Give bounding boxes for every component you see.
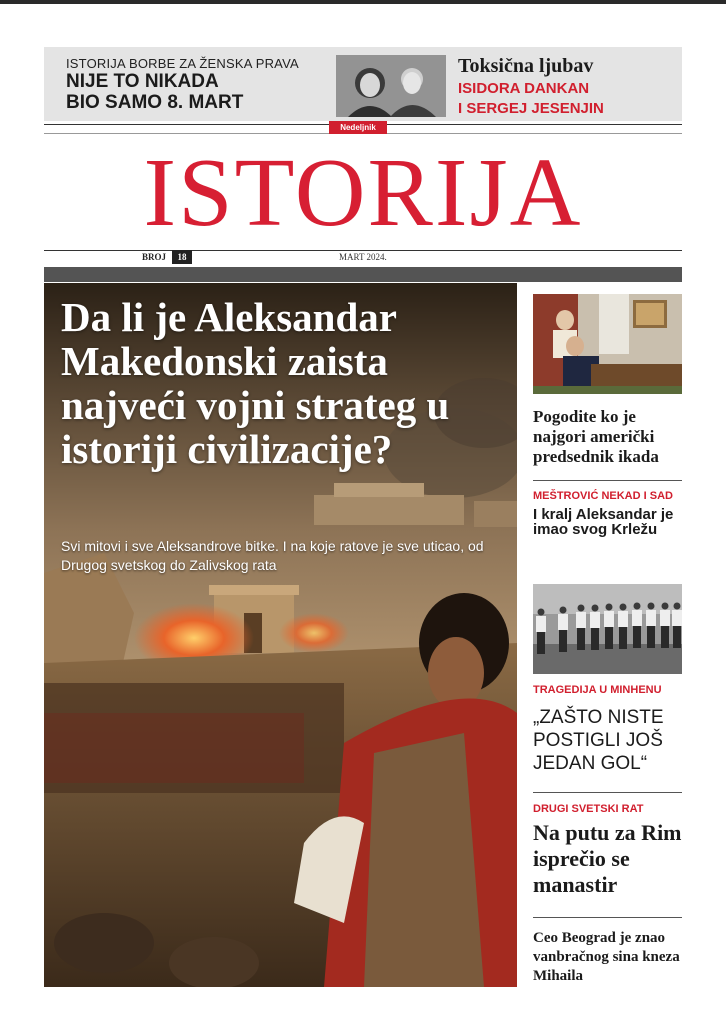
oval-office-illustration bbox=[533, 294, 682, 394]
promo-portrait-photo[interactable] bbox=[336, 55, 446, 117]
promo-left-headline-line2: BIO SAMO 8. MART bbox=[66, 92, 244, 113]
issue-number: 18 bbox=[172, 250, 192, 264]
brand-tag[interactable]: Nedeljnik bbox=[329, 121, 387, 134]
issue-date: MART 2024. bbox=[339, 252, 387, 262]
promo-right-title: Toksična ljubav bbox=[458, 55, 594, 77]
masthead-title: ISTORIJA bbox=[143, 139, 583, 247]
promo-right-subtitle-line1: ISIDORA DANKAN bbox=[458, 80, 590, 97]
portrait-illustration bbox=[336, 55, 446, 117]
sidebar-photo-team[interactable] bbox=[533, 584, 682, 674]
sidebar-story3-headline[interactable]: „ZAŠTO NISTE POSTIGLI JOŠ JEDAN GOL“ bbox=[533, 707, 664, 774]
feature-subheadline: Svi mitovi i sve Aleksandrove bitke. I na koje ratove je sve uticao, od Drugog svetskog do Zalivskog rata bbox=[61, 538, 484, 573]
sidebar-story2-kicker: MEŠTROVIĆ NEKAD I SAD bbox=[533, 490, 673, 502]
sidebar-rule-2 bbox=[533, 792, 682, 793]
sidebar-story4-kicker: DRUGI SVETSKI RAT bbox=[533, 803, 644, 815]
sidebar-photo-presidents[interactable] bbox=[533, 294, 682, 394]
promo-left-story[interactable] bbox=[66, 56, 336, 113]
feature-story[interactable] bbox=[44, 283, 517, 987]
sidebar-story4-headline[interactable]: Na putu za Rim isprečio se manastir bbox=[533, 820, 682, 897]
sidebar-rule-1 bbox=[533, 480, 682, 481]
section-bar bbox=[44, 267, 682, 282]
promo-right-story[interactable] bbox=[458, 55, 678, 118]
sidebar-story5-headline[interactable]: Ceo Beograd je znao vanbračnog sina kneza Mihaila bbox=[533, 930, 680, 984]
sidebar-story3-kicker: TRAGEDIJA U MINHENU bbox=[533, 684, 662, 696]
top-edge-bar bbox=[0, 0, 726, 4]
promo-left-headline-line1: NIJE TO NIKADA bbox=[66, 71, 219, 92]
issue-line bbox=[44, 250, 682, 266]
feature-headline: Da li je Aleksandar Makedonski zaista najveći vojni strateg u istoriji civilizacije? bbox=[61, 294, 450, 472]
issue-label: BROJ bbox=[142, 252, 167, 262]
promo-left-kicker: ISTORIJA BORBE ZA ŽENSKA PRAVA bbox=[66, 56, 299, 71]
sidebar-story2-headline[interactable]: I kralj Aleksandar je imao svog Krležu bbox=[533, 506, 674, 538]
sidebar-story1-headline[interactable]: Pogodite ko je najgori američki predsednik ikada bbox=[533, 407, 659, 466]
football-team-illustration bbox=[533, 584, 682, 674]
promo-strip[interactable] bbox=[44, 47, 682, 121]
sidebar-rule-3 bbox=[533, 917, 682, 918]
promo-right-subtitle-line2: I SERGEJ JESENJIN bbox=[458, 100, 604, 117]
